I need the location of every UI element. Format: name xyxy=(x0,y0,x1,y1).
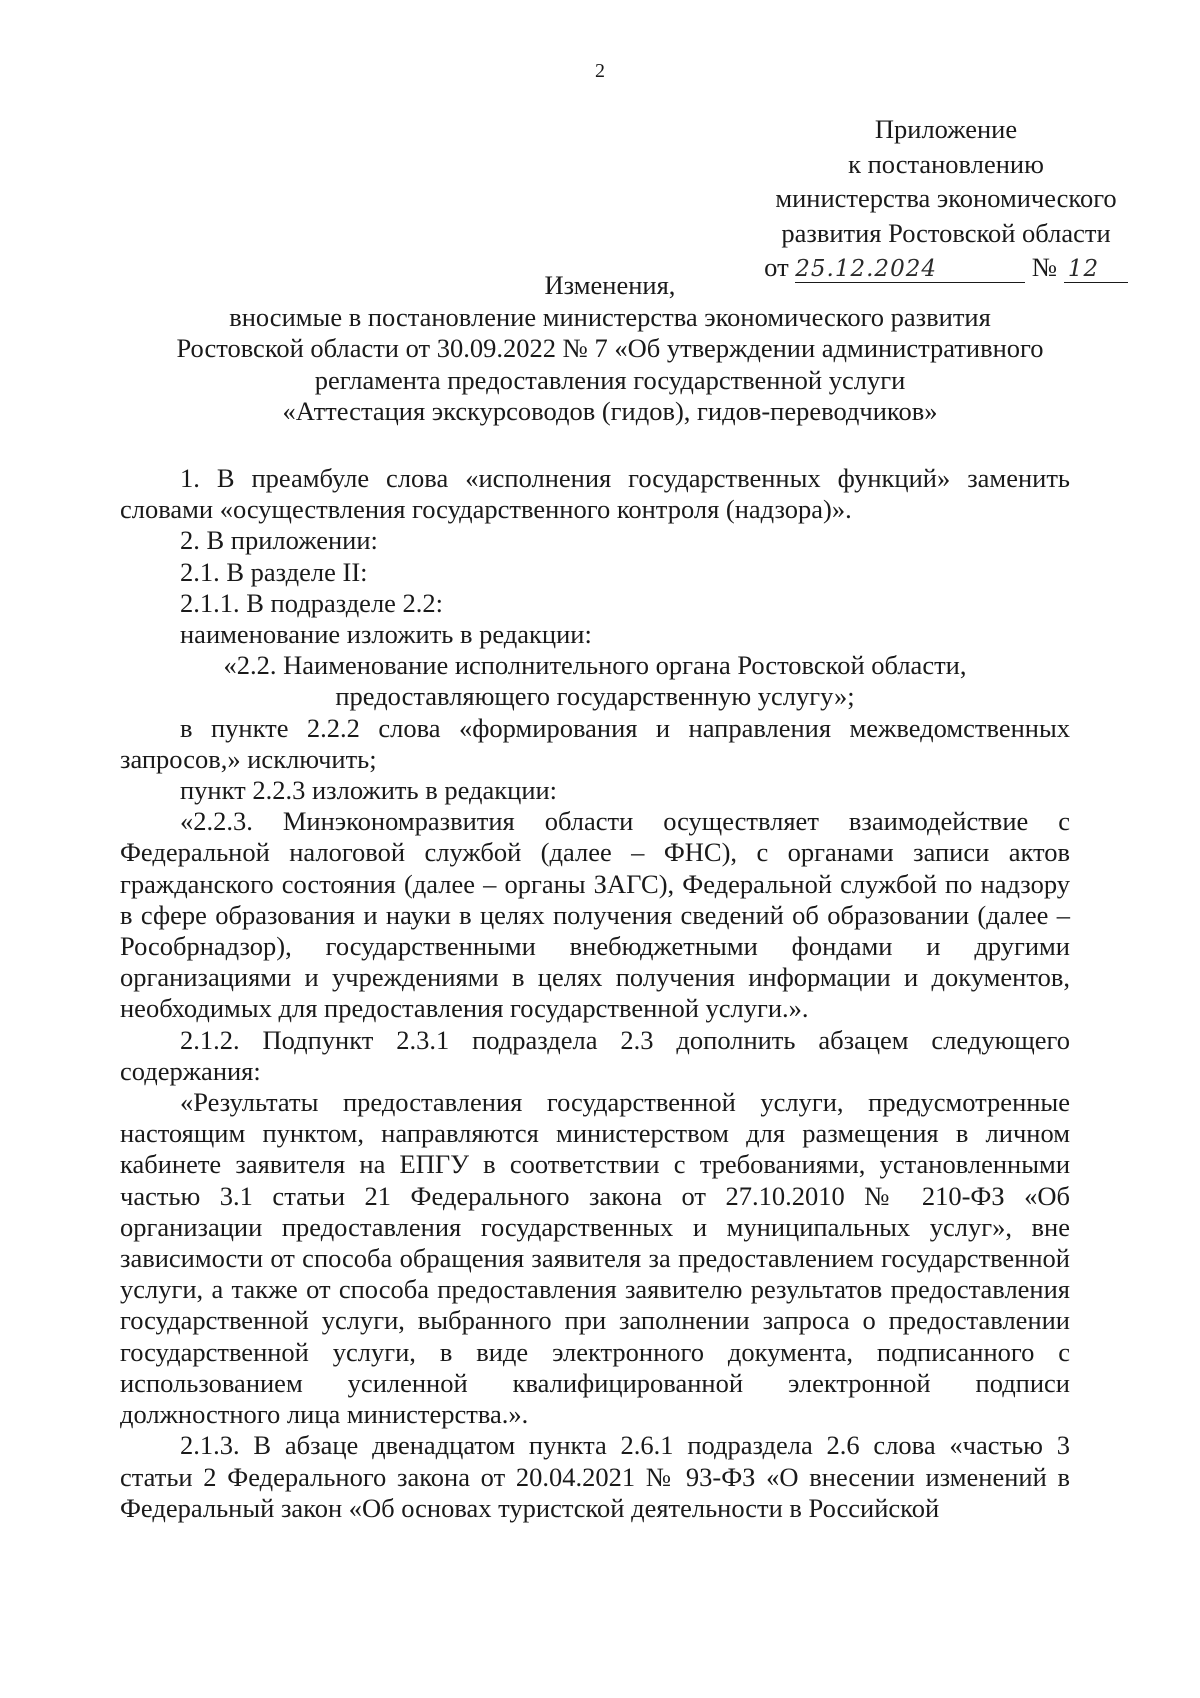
handwritten-number: 12 xyxy=(1064,256,1128,283)
annex-line-4: развития Ростовской области xyxy=(781,217,1111,248)
title-line-2: вносимые в постановление министерства экономического развития xyxy=(229,301,991,332)
paragraph-10: 2.1.2. Подпункт 2.3.1 подраздела 2.3 дополнить абзацем следующего содержания: xyxy=(120,1024,1070,1086)
annex-block xyxy=(760,112,1132,285)
annex-line-2: к постановлению xyxy=(848,148,1044,179)
paragraph-7: в пункте 2.2.2 слова «формирования и направления межведомственных запросов,» исключить; xyxy=(120,712,1070,774)
paragraph-1: 1. В преамбуле слова «исполнения государственных функций» заменить словами «осуществления государственного контроля (надзора)». xyxy=(120,463,1070,525)
page-number: 2 xyxy=(595,60,605,82)
quoted-heading-line-2: предоставляющего государственную услугу»; xyxy=(335,681,855,712)
paragraph-3: 2.1. В разделе II: xyxy=(180,556,368,587)
paragraph-11: «Результаты предоставления государственной услуги, предусмотренные настоящим пунктом, направляются министерством для размещения в личном кабинете заявителя на ЕПГУ в соответствии с требованиями, установленными частью 3.1 статьи 21 Федерального закона от 27.10.2010 № 210-ФЗ «Об организации предоставления государственных и муниципальных услуг», вне зависимости от способа обращения заявителя за предоставлением государственной услуги, а также от способа предоставления заявителю результатов предоставления государственной услуги, выбранного при заполнении запроса о предоставлении государственной услуги, в виде электронного документа, подписанного с использованием усиленной квалифицированной электронной подписи должностного лица министерства.». xyxy=(120,1087,1070,1430)
annex-line-3: министерства экономического xyxy=(775,183,1117,213)
paragraph-12: 2.1.3. В абзаце двенадцатом пункта 2.6.1 подраздела 2.6 слова «частью 3 статьи 2 Федерального закона от 20.04.2021 № 93-ФЗ «О внесении изменений в Федеральный закон «Об основах туристской деятельности в Российской xyxy=(120,1430,1070,1523)
number-prefix: № xyxy=(1031,252,1058,282)
paragraph-8: пункт 2.2.3 изложить в редакции: xyxy=(180,775,558,806)
date-prefix: от xyxy=(764,252,789,282)
title-line-4: регламента предоставления государственной услуги xyxy=(314,364,906,395)
paragraph-4: 2.1.1. В подразделе 2.2: xyxy=(180,587,444,618)
quoted-heading-line-1: «2.2. Наименование исполнительного органа Ростовской области, xyxy=(223,650,967,681)
document-title xyxy=(120,270,1100,428)
paragraph-5: наименование изложить в редакции: xyxy=(180,619,592,650)
paragraph-9: «2.2.3. Минэкономразвития области осуществляет взаимодействие с Федеральной налоговой службой (далее – ФНС), с органами записи актов гражданского состояния (далее – органы ЗАГС), Федеральной службой по надзору в сфере образования и науки в целях получения сведений об образовании (далее – Рособрнадзор), государственными внебюджетными фондами и другими организациями и учреждениями в целях получения информации и документов, необходимых для предоставления государственной услуги.». xyxy=(120,806,1070,1024)
title-line-3: Ростовской области от 30.09.2022 № 7 «Об утверждении административного xyxy=(176,333,1044,364)
annex-line-1: Приложение xyxy=(874,114,1018,144)
document-body xyxy=(120,463,1070,1524)
paragraph-2: 2. В приложении: xyxy=(180,525,378,556)
title-line-5: «Аттестация экскурсоводов (гидов), гидов-переводчиков» xyxy=(282,396,938,427)
title-line-1: Изменения, xyxy=(544,270,676,300)
handwritten-date: 25.12.2024 xyxy=(795,256,1025,283)
